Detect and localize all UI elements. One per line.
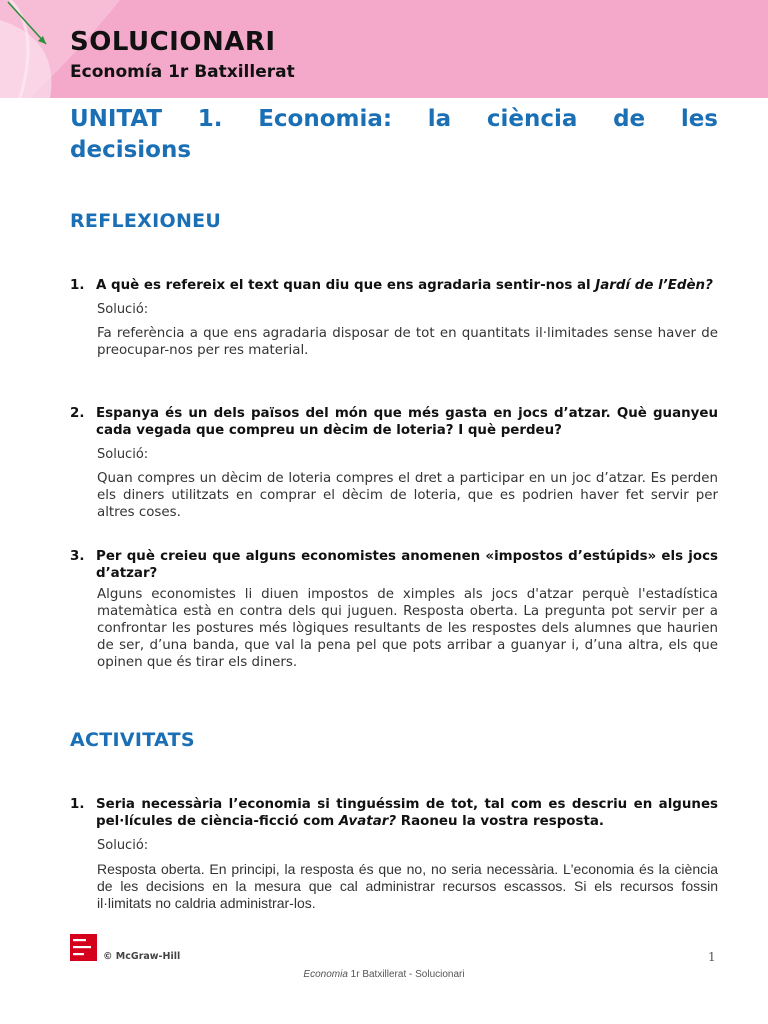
question-number: 1.: [70, 797, 85, 812]
question-number: 1.: [70, 278, 85, 293]
question-text-after: Raoneu la vostra resposta.: [396, 814, 604, 829]
solution-label: Solució:: [97, 838, 149, 853]
running-footer: [0, 969, 768, 980]
answer-text: Alguns economistes li diuen impostos de ximples als jocs d'atzar perquè l'estadística matemàtica està en contra dels qui juguen. Resposta oberta. La pregunta pot servir per a confrontar les postures més lògiques resultants de les respostes dels alumnes que haurien de ser, d’una banda, que val la pena pel que pots arribar a guanyar i, d’una altra, els que opinen que és tirar els diners.: [97, 587, 718, 670]
answer-text: Quan compres un dècim de loteria compres el dret a participar en un joc d’atzar. Es perden els diners utilitzats en comprar el dècim de loteria, que es podrien haver fet servir per altres coses.: [97, 471, 718, 520]
running-footer-italic: Economia: [303, 969, 348, 980]
answer-text: Resposta oberta. En principi, la resposta és que no, no seria necessària. L'economia és la ciència de les decisions en la mesura que cal administrar recursos escassos. Si els recursos fossin il·limitats no caldria administrar-los.: [97, 861, 718, 911]
document-subtitle: Economía 1r Batxillerat: [70, 62, 295, 82]
question-text: [70, 548, 718, 582]
question-reflexioneu-2: [70, 405, 718, 521]
question-body: [96, 277, 718, 294]
question-text-main: A què es refereix el text quan diu que ens agradaria sentir-nos al: [96, 278, 596, 293]
page-number: 1: [708, 950, 716, 964]
question-body: Per què creieu que alguns economistes anomenen «impostos d’estúpids» els jocs d’atzar?: [96, 549, 718, 581]
question-emphasis: Jardí de l’Edèn?: [595, 278, 713, 293]
answer-text: Fa referència a que ens agradaria disposar de tot en quantitats il·limitades sense haver de preocupar-nos per res material.: [97, 326, 718, 358]
unit-title: UNITAT 1. Economia: la ciència de les decisions: [70, 106, 718, 163]
question-reflexioneu-3: [70, 548, 718, 671]
question-text: [70, 796, 718, 830]
question-text-main: Seria necessària l’economia si tinguéssim de tot, tal com es descriu en algunes pel·lícules de ciència-ficció com: [96, 797, 718, 829]
logo-mark: [70, 934, 97, 961]
running-footer-rest: 1r Batxillerat - Solucionari: [347, 969, 465, 980]
question-activitats-1: [70, 796, 718, 912]
section-heading-activitats: ACTIVITATS: [70, 729, 195, 751]
question-body: [96, 796, 718, 830]
document-title: SOLUCIONARI: [70, 27, 276, 57]
mcgraw-hill-logo-icon: [70, 934, 97, 961]
question-text: [70, 405, 718, 439]
question-text: [70, 277, 718, 294]
question-emphasis: Avatar?: [338, 814, 397, 829]
solution-label: Solució:: [97, 302, 149, 317]
question-reflexioneu-1: [70, 277, 718, 359]
question-number: 3.: [70, 549, 85, 564]
solution-label: Solució:: [97, 447, 149, 462]
question-body: Espanya és un dels països del món que més gasta en jocs d’atzar. Què guanyeu cada vegada que compreu un dècim de loteria? I què perdeu?: [96, 406, 718, 438]
copyright-text: © McGraw-Hill: [103, 951, 181, 962]
question-number: 2.: [70, 406, 85, 421]
section-heading-reflexioneu: REFLEXIONEU: [70, 210, 222, 232]
